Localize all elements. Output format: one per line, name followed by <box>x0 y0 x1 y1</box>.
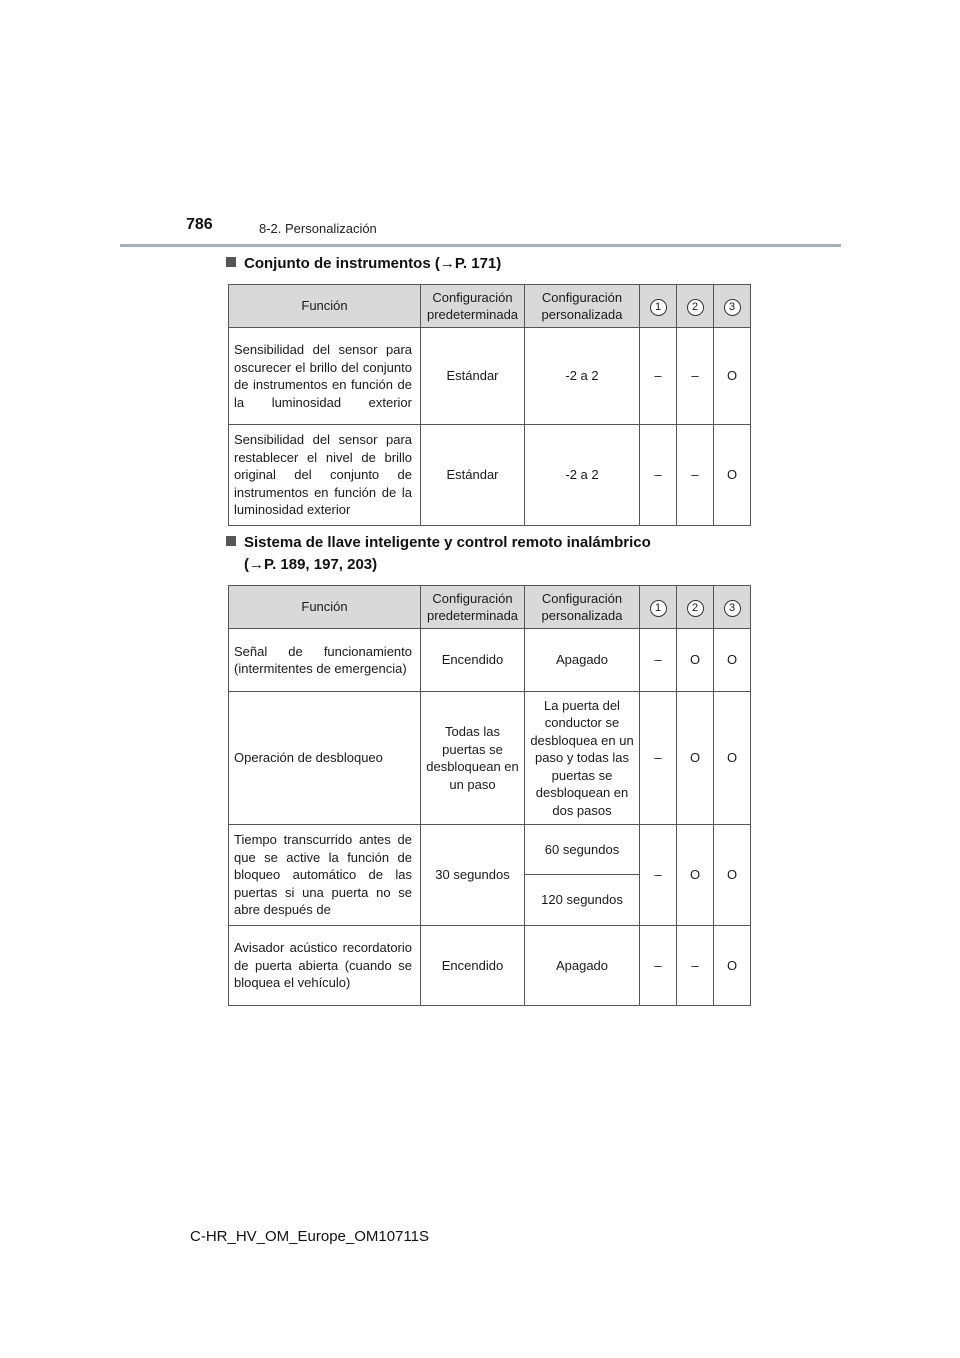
table-row <box>229 425 751 526</box>
circled-number-2: 2 <box>687 299 704 316</box>
page-number: 786 <box>186 216 213 233</box>
circled-number-1: 1 <box>650 600 667 617</box>
circled-number-1: 1 <box>650 299 667 316</box>
cell-function: Tiempo transcurrido antes de que se active la función de bloqueo automático de las puertas si una puerta no se abre después de <box>229 825 421 926</box>
col-function: Función <box>229 586 421 629</box>
col-function: Función <box>229 285 421 328</box>
circled-number-2: 2 <box>687 600 704 617</box>
section-heading-text: Sistema de llave inteligente y control remoto inalámbrico <box>244 534 651 551</box>
cell-default: Estándar <box>421 328 525 425</box>
square-bullet-icon <box>226 536 236 546</box>
section-label: 8-2. Personalización <box>259 221 377 236</box>
circled-number-3: 3 <box>724 299 741 316</box>
cell-c3: O <box>714 825 751 926</box>
cell-function: Sensibilidad del sensor para oscurecer el brillo del conjunto de instrumentos en función de la luminosidad exterior <box>229 328 421 425</box>
col-3 <box>714 586 751 629</box>
cell-c1: – <box>640 926 677 1006</box>
cell-c1: – <box>640 328 677 425</box>
col-default: Configuración predeterminada <box>421 285 525 328</box>
cell-function: Sensibilidad del sensor para restablecer el nivel de brillo original del conjunto de instrumentos en función de la luminosidad exterior <box>229 425 421 526</box>
table-row <box>229 926 751 1006</box>
cell-c3: O <box>714 328 751 425</box>
cell-function: Operación de desbloqueo <box>229 692 421 825</box>
cell-c2: – <box>677 926 714 1006</box>
cell-c1: – <box>640 692 677 825</box>
col-1 <box>640 285 677 328</box>
col-custom: Configuración personalizada <box>525 285 640 328</box>
cell-c2: – <box>677 425 714 526</box>
cell-c3: O <box>714 926 751 1006</box>
col-3 <box>714 285 751 328</box>
cell-default: Encendido <box>421 629 525 692</box>
col-2 <box>677 285 714 328</box>
cell-custom: Apagado <box>525 926 640 1006</box>
col-2 <box>677 586 714 629</box>
cell-function: Señal de funcionamiento (intermitentes de emergencia) <box>229 629 421 692</box>
cell-c2: O <box>677 692 714 825</box>
circled-number-3: 3 <box>724 600 741 617</box>
cell-custom-b: 120 segundos <box>525 875 640 926</box>
header-rule <box>120 244 841 247</box>
table-row <box>229 692 751 825</box>
smart-key-settings-table <box>228 585 751 1006</box>
cell-c1: – <box>640 629 677 692</box>
cell-c2: – <box>677 328 714 425</box>
table-row <box>229 825 751 875</box>
col-custom: Configuración personalizada <box>525 586 640 629</box>
cell-custom: -2 a 2 <box>525 425 640 526</box>
cell-default: Todas las puertas se desbloquean en un paso <box>421 692 525 825</box>
cell-c3: O <box>714 629 751 692</box>
cell-c3: O <box>714 692 751 825</box>
table-row <box>229 629 751 692</box>
cell-default: Encendido <box>421 926 525 1006</box>
cell-c2: O <box>677 629 714 692</box>
instruments-settings-table <box>228 284 751 526</box>
cell-custom: La puerta del conductor se desbloquea en un paso y todas las puertas se desbloquean en dos pasos <box>525 692 640 825</box>
cell-custom: -2 a 2 <box>525 328 640 425</box>
cell-custom-a: 60 segundos <box>525 825 640 875</box>
table-header-row <box>229 586 751 629</box>
cell-c3: O <box>714 425 751 526</box>
table-header-row <box>229 285 751 328</box>
cell-c1: – <box>640 825 677 926</box>
cell-function: Avisador acústico recordatorio de puerta abierta (cuando se bloquea el vehículo) <box>229 926 421 1006</box>
section-heading-text: Conjunto de instrumentos (→P. 171) <box>244 255 502 272</box>
square-bullet-icon <box>226 257 236 267</box>
cell-default: 30 segundos <box>421 825 525 926</box>
cell-default: Estándar <box>421 425 525 526</box>
section-heading-ref: (→P. 189, 197, 203) <box>244 556 378 573</box>
footer-document-code: C-HR_HV_OM_Europe_OM10711S <box>190 1228 429 1245</box>
col-1 <box>640 586 677 629</box>
section-heading-instruments <box>226 253 501 275</box>
cell-custom: Apagado <box>525 629 640 692</box>
col-default: Configuración predeterminada <box>421 586 525 629</box>
cell-c2: O <box>677 825 714 926</box>
table-row <box>229 328 751 425</box>
section-heading-smart-key <box>226 532 651 576</box>
cell-c1: – <box>640 425 677 526</box>
